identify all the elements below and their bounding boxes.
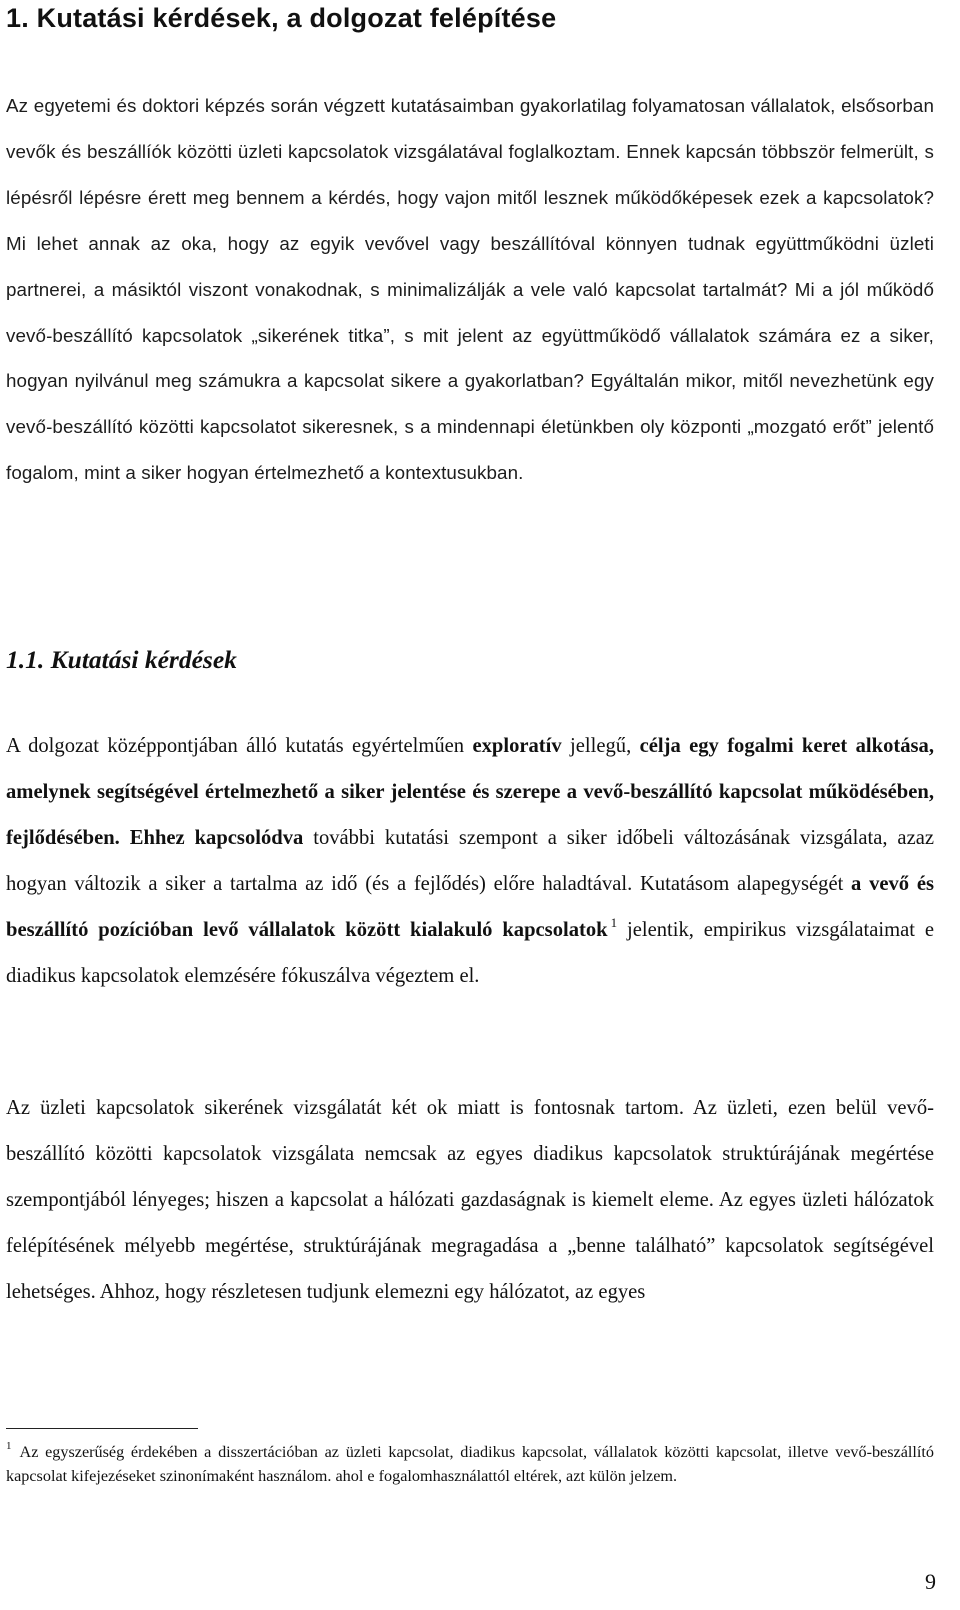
bold-text-run: célja egy fogalmi keret alkotása, amelynek segítségével értelmezhető a siker jelentése és szerepe a vevő-beszállító kapcsolat működésében, fejlődésében. — [6, 735, 934, 849]
footnote — [6, 1440, 934, 1488]
research-aim-paragraph — [6, 724, 934, 999]
text-run: jellegű, — [561, 735, 640, 757]
text-run: A dolgozat középpontjában álló kutatás egyértelműen — [6, 735, 473, 757]
bold-text-run: Ehhez kapcsolódva — [129, 826, 304, 849]
text-run — [120, 827, 130, 849]
chapter-title: 1. Kutatási kérdések, a dolgozat felépítése — [6, 3, 557, 33]
footnote-text: Az egyszerűség érdekében a disszertációban az üzleti kapcsolat, diadikus kapcsolat, vállalatok közötti kapcsolat, illetve vevő-beszállító kapcsolat kifejezéseket szinonímaként használom. ahol e fogalomhasználattól eltérek, azt külön jelzem. — [6, 1443, 934, 1486]
intro-paragraph: Az egyetemi és doktori képzés során végzett kutatásaimban gyakorlatilag folyamatosan vállalatok, elsősorban vevők és beszállíók közötti üzleti kapcsolatok vizsgálatával foglalkoztam. Ennek kapcsán többször felmerült, s lépésről lépésre érett meg bennem a kérdés, hogy vajon mitől lesznek működőképesek ezek a kapcsolatok? Mi lehet annak az oka, hogy az egyik vevővel vagy beszállítóval könnyen tudnak együttműködni üzleti partnerei, a másiktól viszont vonakodnak, s minimalizálják a vele való kapcsolat tartalmát? Mi a jól működő vevő-beszállító kapcsolatok „sikerének titka”, s mit jelent az együttműködő vállalatok számára ez a siker, hogyan nyilvánul meg számukra a kapcsolat sikere a gyakorlatban? Egyáltalán mikor, mitől nevezhetünk egy vevő-beszállító közötti kapcsolatot sikeresnek, s a mindennapi életünkben oly központi „mozgató erőt” jelentő fogalom, mint a siker hogyan értelmezhető a kontextusukban. — [6, 95, 934, 484]
footnote-separator — [6, 1428, 198, 1429]
footnote-reference[interactable]: 1 — [610, 914, 618, 930]
page-number: 9 — [925, 1569, 936, 1594]
text-run: további kutatási szempont a siker időbeli változásának vizsgálata, azaz hogyan változik a siker a tartalma az idő (és a fejlődés) előre haladtával. Kutatásom alapegységét — [6, 826, 934, 895]
importance-paragraph: Az üzleti kapcsolatok sikerének vizsgálatát két ok miatt is fontosnak tartom. Az üzleti, ezen belül vevő-beszállító közötti kapcsolatok vizsgálata nemcsak az egyes diadikus kapcsolatok struktúrájának megértése szempontjából lényeges; hiszen a kapcsolat a hálózati gazdaságnak is kiemelt eleme. Az egyes üzleti hálózatok felépítésének mélyebb megértése, struktúrájának megragadása a „benne található” kapcsolatok segítségével lehetséges. Ahhoz, hogy részletesen tudjunk elemezni egy hálózatot, az egyes — [6, 1097, 934, 1303]
bold-text-run: a vevő és beszállító pozícióban levő vállalatok között kialakuló kapcsolatok — [6, 872, 934, 941]
text-run: jelentik, empirikus vizsgálataimat e diadikus kapcsolatok elemzésére fókuszálva végeztem el. — [6, 918, 934, 987]
bold-text-run: exploratív — [472, 735, 562, 757]
footnote-marker: 1 — [6, 1440, 12, 1452]
section-title: 1.1. Kutatási kérdések — [6, 645, 237, 674]
